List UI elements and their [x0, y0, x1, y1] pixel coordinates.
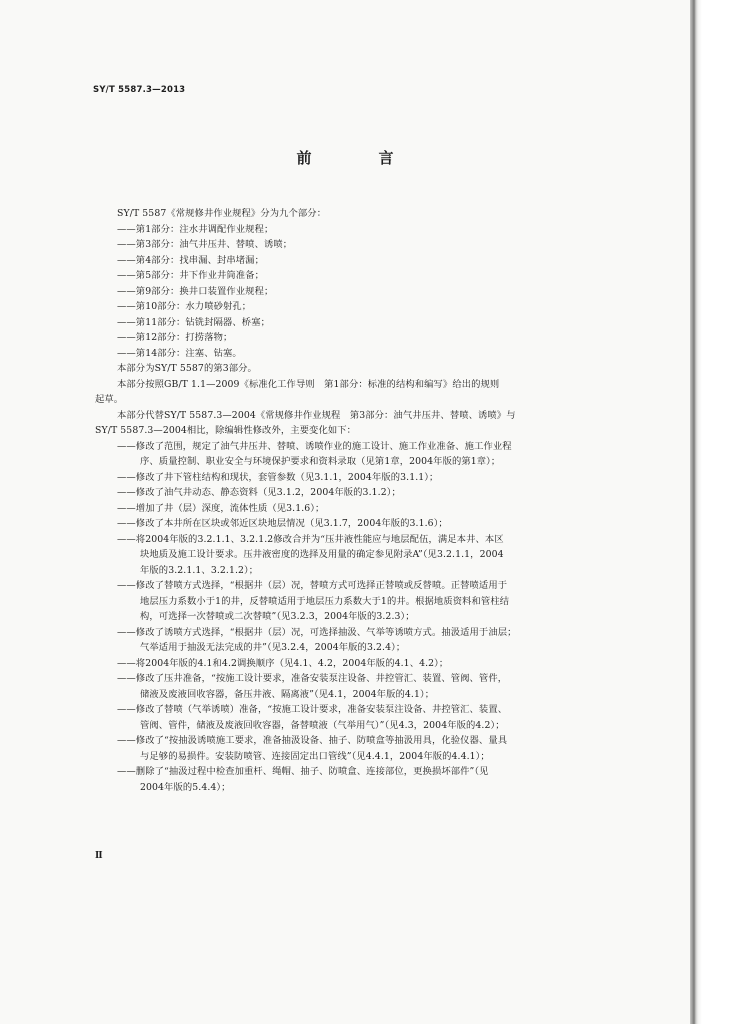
foreword-body	[95, 206, 662, 795]
text-line: ——删除了“抽汲过程中检查加重杆、绳帽、抽子、防喷盒、连接部位，更换损坏部件”（见	[117, 766, 489, 777]
text-line: SY/T 5587《常规修井作业规程》分为九个部分：	[117, 208, 327, 219]
text-line: ——第1部分：注水井调配作业规程；	[117, 223, 274, 235]
text-line: 储液及废液回收容器，备压井液、隔离液”（见4.1，2004年版的4.1）；	[140, 688, 435, 700]
text-line: ——第9部分：换井口装置作业规程；	[117, 285, 274, 297]
text-line: 与足够的易损件。安装防喷管、连接固定出口管线”（见4.4.1，2004年版的4.4.1）；	[140, 750, 490, 762]
text-line: ——第10部分：水力喷砂射孔；	[117, 301, 252, 312]
text-line: ——第11部分：钻铣封隔器、桥塞；	[117, 316, 270, 328]
text-line: ——修改了“按抽汲诱喷施工要求，准备抽汲设备、抽子、防喷盒等抽汲用具，化验仪器、量具	[117, 735, 508, 746]
text-line: 本部分为SY/T 5587的第3部分。	[117, 363, 257, 374]
text-line: ——第12部分：打捞落物；	[117, 332, 233, 343]
text-line: 年版的3.2.1.1、3.2.1.2）；	[140, 564, 259, 576]
text-line: ——修改了井下管柱结构和现状，套管参数（见3.1.1，2004年版的3.1.1）；	[117, 471, 439, 483]
page-number: Ⅱ	[95, 851, 103, 861]
text-line: 块地质及施工设计要求。压井液密度的选择及用量的确定参见附录A”（见3.2.1.1，2004	[140, 549, 504, 560]
text-line: ——修改了油气井动态、静态资料（见3.1.2，2004年版的3.1.2）；	[117, 487, 401, 498]
text-line: SY/T 5587.3—2004相比，除编辑性修改外，主要变化如下：	[95, 425, 357, 436]
text-line: 起草。	[95, 394, 124, 405]
text-line: ——修改了范围，规定了油气井压井、替喷、诱喷作业的施工设计、施工作业准备、施工作业程	[117, 440, 512, 452]
text-line: ——修改了压井准备，“按施工设计要求，准备安装泵注设备、井控管汇、装置、管阀、管件，	[117, 673, 508, 684]
text-line: 构，可选择一次替喷或二次替喷”（见3.2.3，2004年版的3.2.3）；	[140, 611, 415, 622]
text-line: 气举适用于抽汲无法完成的井”（见3.2.4，2004年版的3.2.4）；	[140, 642, 406, 653]
page-title: 前 言	[296, 149, 420, 167]
text-line: ——第4部分：找串漏、封串堵漏；	[117, 254, 264, 266]
standard-number: SY/T 5587.3—2013	[93, 85, 186, 95]
binding-edge	[690, 0, 731, 1024]
text-line: ——增加了井（层）深度，流体性质（见3.1.6）；	[117, 502, 325, 514]
text-line: ——修改了替喷方式选择，“根据井（层）况，替喷方式可选择正替喷或反替喷。正替喷适用于	[117, 580, 508, 591]
text-line: ——第5部分：井下作业井筒准备；	[117, 270, 264, 281]
text-line: ——修改了诱喷方式选择，“根据井（层）况，可选择抽汲、气举等诱喷方式。抽汲适用于油层；	[117, 626, 517, 638]
text-line: 2004年版的5.4.4）；	[140, 781, 231, 793]
text-line: ——第3部分：油气井压井、替喷、诱喷；	[117, 239, 293, 250]
text-line: 地层压力系数小于1的井，反替喷适用于地层压力系数大于1的井。根据地质资料和管柱结	[140, 595, 510, 607]
text-line: ——修改了本井所在区块或邻近区块地层情况（见3.1.7，2004年版的3.1.6）；	[117, 518, 448, 529]
text-line: 序、质量控制、职业安全与环境保护要求和资料录取（见第1章，2004年版的第1章）；	[140, 456, 501, 467]
text-line: ——修改了替喷（气举诱喷）准备，“按施工设计要求，准备安装泵注设备、井控管汇、装置、	[117, 704, 508, 715]
text-line: 管阀、管件，储液及废液回收容器，备替喷液（气举用气）”（见4.3，2004年版的4.2）；	[140, 719, 505, 731]
text-line: 本部分代替SY/T 5587.3—2004《常规修井作业规程 第3部分：油气井压井、替喷、诱喷》与	[117, 409, 516, 421]
text-line: 本部分按照GB/T 1.1—2009《标准化工作导则 第1部分：标准的结构和编写》给出的规则	[117, 378, 500, 390]
text-line: ——将2004年版的3.2.1.1、3.2.1.2修改合并为“压井液性能应与地层配伍，满足本井、本区	[117, 533, 504, 545]
text-line: ——第14部分：注塞、钻塞。	[117, 347, 242, 359]
text-line: ——将2004年版的4.1和4.2调换顺序（见4.1、4.2，2004年版的4.1、4.2）；	[117, 657, 449, 669]
